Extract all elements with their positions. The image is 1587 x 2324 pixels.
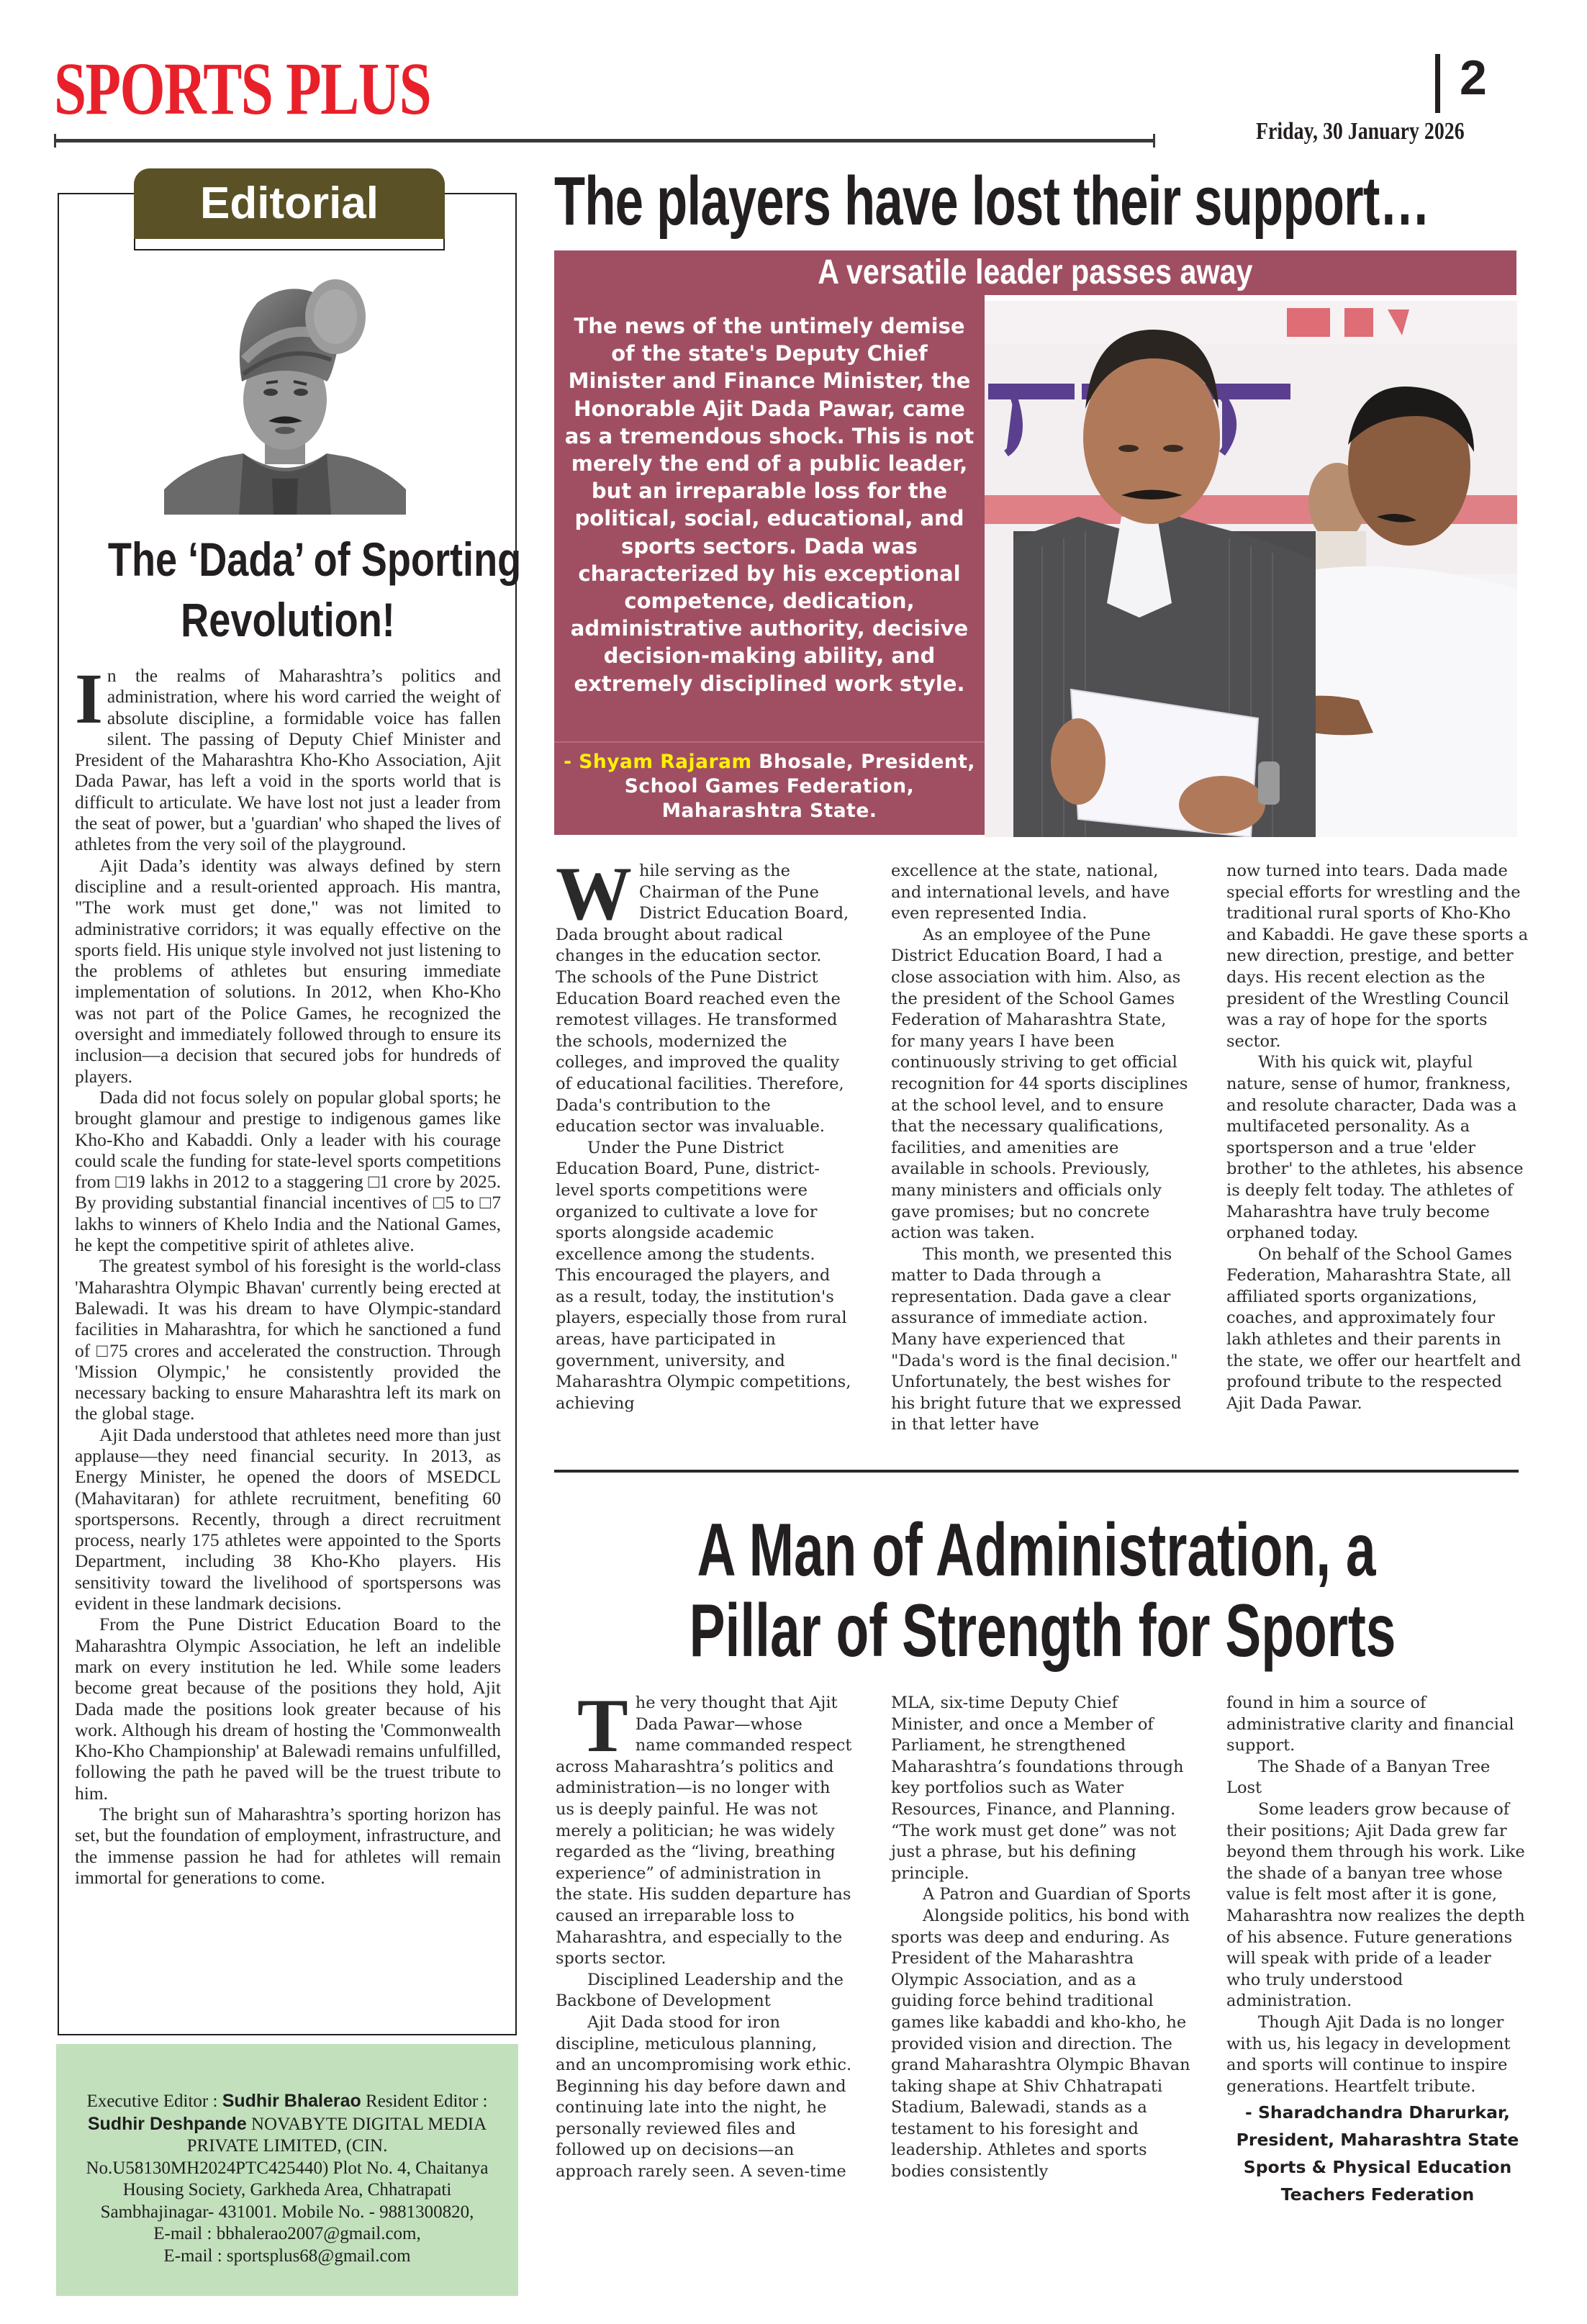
story2-paragraph: Alongside politics, his bond with sports was deep and enduring. As President of the Maharashtra Olympic Association, and as a guiding force behind traditional games like kabaddi and kho-kho, he provided vision and direction. The grand Maharashtra Olympic Bhavan taking shape at Shiv Chhatrapati Stadium, Balewadi, stands as a testament to his foresight and leadership. Athletes and sports bodies consistently [891,1906,1190,2181]
editorial-headline [68,529,522,650]
story2-headline-line1: A Man of Administration, a [697,1509,1376,1592]
publication-imprint [56,2044,518,2296]
story1-column-3 [1226,861,1529,1414]
quote-separator [554,741,985,743]
editorial-tab: Editorial [134,168,445,239]
story1-paragraph: Under the Pune District Education Board, Pune, district-level sports competitions were organized to cultivate a love for sports alongside academic excellence among the students. This encouraged the players, and as a result, today, the institution's players, especially those from rural areas, have participated in government, university, and Maharashtra Olympic competitions, achieving [556,1138,851,1413]
editorial-paragraph: The greatest symbol of his foresight is the world-class 'Maharashtra Olympic Bhavan' currently being erected at Balewadi. It was his dream to have Olympic-standard facilities in Maharashtra, for which he sanctioned a fund of □75 crores and accelerated the construction. Through 'Mission Olympic,' he consistently provided the necessary backing to ensure Maharashtra left its mark on the global stage. [75,1255,501,1424]
story2-signature [1226,2099,1529,2208]
story1-quote-text: The news of the untimely demise of the state's Deputy Chief Minister and Finance Minister, the Honorable Ajit Dada Pawar, came as a tremendous shock. This is not merely the end of a public leader, but an irreparable loss for the political, social, educational, and sports sectors. Dada was characterized by his exceptional competence, dedication, administrative authority, decisive decision-making ability, and extremely disciplined work style. [564,314,975,696]
story1-paragraph: excellence at the state, national, and international levels, and have even represented India. [891,862,1170,923]
sig-prefix: - [564,751,579,773]
editorial-portrait-photo [164,273,406,515]
story2-headline [554,1510,1519,1671]
story2-signature-line: Teachers Federation [1280,2184,1475,2205]
story1-paragraph: While serving as the Chairman of the Pune District Education Board, Dada brought about radical changes in the education sector. The schools of the Pune District Education Board reached even the remotest villages. He transformed the schools, modernized the colleges, and improved the quality of educational facilities. Therefore, Dada's contribution to the education sector was invaluable. [556,851,849,1136]
story2-paragraph: Ajit Dada stood for iron discipline, meticulous planning, and an uncompromising work ethic. Beginning his day before dawn and continuing late into the night, he personally reviewed files and followed up on decisions—an approach rarely seen. A seven-time [556,2012,852,2181]
sig-rest: Bhosale, President, School Games Federation, Maharashtra State. [624,751,975,822]
story1-quote-signature [561,750,977,823]
resident-editor-label: Resident Editor : [361,2092,488,2111]
story1-banner [554,250,1516,295]
story2-signature-line: - Sharadchandra Dharurkar, [1245,2102,1510,2123]
story2-subheading: A Patron and Guardian of Sports [923,1885,1191,1904]
story1-paragraph: With his quick wit, playful nature, sense of humor, frankness, and resolute character, Dada was a multifaceted personality. As a sportsperson and a true 'elder brother' to the athletes, his absence is deeply felt today. The athletes of Maharashtra have truly become orphaned today. [1226,1053,1524,1243]
story2-headline-line2: Pillar of Strength for Sports [689,1589,1396,1673]
resident-editor-name: Sudhir Deshpande [87,2113,247,2134]
page-number-divider [1435,54,1440,113]
story2-subheading: Disciplined Leadership and the Backbone of Development [556,1970,844,2011]
story2-column-3 [1226,1693,1529,2208]
story1-quote-box [554,295,985,835]
exec-editor-label: Executive Editor : [86,2092,222,2111]
editorial-paragraph: The bright sun of Maharashtra’s sporting horizon has set, but the foundation of employment, infrastructure, and the immense passion he had for athletes will remain immortal for generations to come. [75,1804,501,1888]
story2-paragraph: Some leaders grow because of their positions; Ajit Dada grew far beyond them through his work. Like the shade of a banyan tree whose value is felt most after it is gone, Maharashtra now realizes the depth of his absence. Future generations will speak with pride of a leader who truly understood administration. [1226,1799,1525,2011]
editorial-headline-line2: Revolution! [181,593,395,646]
story1-column-2 [891,861,1192,1436]
story1-headline: The players have lost their support… [554,163,1430,240]
story2-subheading: The Shade of a Banyan Tree Lost [1226,1757,1491,1798]
story1-paragraph: now turned into tears. Dada made special efforts for wrestling and the traditional rural sports of Kho-Kho and Kabaddi. He gave these sports a new direction, prestige, and better days. His recent election as the president of the Wrestling Council was a ray of hope for the sports sector. [1226,862,1529,1051]
story2-paragraph: found in him a source of administrative clarity and financial support. [1226,1694,1514,1755]
section-divider [554,1470,1519,1473]
issue-date: Friday, 30 January 2026 [1256,118,1465,145]
story2-dropcap: T [577,1683,628,1768]
editorial-paragraph: From the Pune District Education Board to the Maharashtra Olympic Association, he left an indelible mark on every institution he led. While some leaders become great because of the positions they hold, Ajit Dada made the positions look greater because of his work. Although his dream of hosting the 'Commonwealth Kho-Kho Championship' at Balewadi remains unfulfilled, following the path he paved will be the truest tribute to him. [75,1614,501,1804]
story2-column-2 [891,1693,1192,2183]
story2-signature-line: President, Maharashtra State [1236,2130,1519,2151]
story1-banner-text: A versatile leader passes away [818,253,1253,291]
story2-signature-line: Sports & Physical Education [1243,2157,1512,2178]
editorial-body [75,659,501,1888]
editorial-paragraph: Ajit Dada’s identity was always defined by stern discipline and a result-oriented approach. His mantra, "The work must get done," was not limited to administrative corridors; it was equally effective on the sports field. His unique style involved not just listening to the problems of athletes but ensuring immediate implementation of solutions. In 2012, when Kho-Kho was not part of the Police Games, he recognized the oversight and immediately followed through to ensure its inclusion—a decision that secured jobs for hundreds of players. [75,854,501,1087]
editorial-paragraph: In the realms of Maharashtra’s politics and administration, where his word carried the weight of absolute discipline, a formidable voice has fallen silent. The passing of Deputy Chief Minister and President of the Maharashtra Kho-Kho Association, Ajit Dada Pawar, has left a void in the sports world that is difficult to articulate. We have lost not just a leader from the seat of power, but a 'guardian' who shaped the lives of athletes from the very soil of the playground. [75,659,501,855]
exec-editor-name: Sudhir Bhalerao [222,2091,361,2111]
publisher-details: NOVABYTE DIGITAL MEDIA PRIVATE LIMITED, (CIN. No.U58130MH2024PTC425440) Plot No. 4, Chaitanya Housing Society, Garkheda Area, Chhatrapati Sambhajinagar- 431001. Mobile No. - 9881300820, [86,2114,489,2222]
story1-paragraph: This month, we presented this matter to Dada through a representation. Dada gave a clear assurance of immediate action. Many have experienced that "Dada's word is the final decision." Unfortunately, the best wishes for his bright future that we expressed in that letter have [891,1244,1182,1434]
email-link-2[interactable]: E-mail : sportsplus68@gmail.com [163,2246,411,2266]
story1-paragraph: As an employee of the Pune District Education Board, I had a close association with him. Also, as the president of the School Games Federation of Maharashtra State, for many years I have been continuously striving to get official recognition for 44 sports disciplines at the school level, and to ensure that the necessary qualifications, facilities, and amenities are available in schools. Previously, many ministers and officials only gave promises; but no concrete action was taken. [891,925,1188,1243]
story2-paragraph: Though Ajit Dada is no longer with us, his legacy in development and sports will continue to inspire generations. Heartfelt tribute. [1226,2012,1511,2096]
story1-photo-image [985,301,1517,837]
editorial-paragraph: Ajit Dada understood that athletes need more than just applause—they need financial security. In 2013, as Energy Minister, he opened the doors of MSEDCL (Mahavitaran) for athlete recruitment, benefiting 60 sportspersons. Recently, through a direct recruitment process, nearly 175 athletes were appointed to the Sports Department, including 38 Kho-Kho players. His sensitivity toward the livelihood of sportspersons was evident in these landmark decisions. [75,1424,501,1614]
story2-column-1 [556,1683,852,2183]
editorial-headline-line1: The ‘Dada’ of Sporting [107,533,522,586]
story2-paragraph: MLA, six-time Deputy Chief Minister, and once a Member of Parliament, he strengthened Maharashtra’s foundations through key portfolios such as Water Resources, Finance, and Planning. “The work must get done” was not just a phrase, but his defining principle. [891,1694,1184,1883]
sig-highlight-name: Shyam Rajaram [579,751,752,773]
story1-dropcap: W [556,851,632,936]
masthead-rule [54,139,1155,143]
story1-photo [985,301,1517,837]
email-link-1[interactable]: E-mail : bbhalerao2007@gmail.com, [153,2224,421,2243]
portrait-image [164,273,406,515]
story1-paragraph: On behalf of the School Games Federation, Maharashtra State, all affiliated sports organizations, coaches, and approximately four lakh athletes and their parents in the state, we offer our heartfelt and profound tribute to the respected Ajit Dada Pawar. [1226,1244,1522,1413]
story2-paragraph: The very thought that Ajit Dada Pawar—whose name commanded respect across Maharashtra’s politics and administration—is no longer with us is deeply painful. He was not merely a politician; he was widely regarded as the “living, breathing experience” of administration in the state. His sudden departure has caused an irreparable loss to Maharashtra, and especially to the sports sector. [556,1683,852,1968]
editorial-dropcap: I [75,659,103,738]
masthead-title: SPORTS PLUS [54,48,431,130]
page-number: 2 [1460,50,1487,105]
story1-column-1 [556,851,852,1414]
editorial-paragraph: Dada did not focus solely on popular global sports; he brought glamour and prestige to indigenous games like Kho-Kho and Kabaddi. Only a leader with his courage could scale the funding for state-level sports competitions from □19 lakhs in 2012 to a staggering □1 crore by 2025. By providing substantial financial incentives of □5 to □7 lakhs to winners of Khelo India and the National Games, he kept the competitive spirit of athletes alive. [75,1086,501,1256]
